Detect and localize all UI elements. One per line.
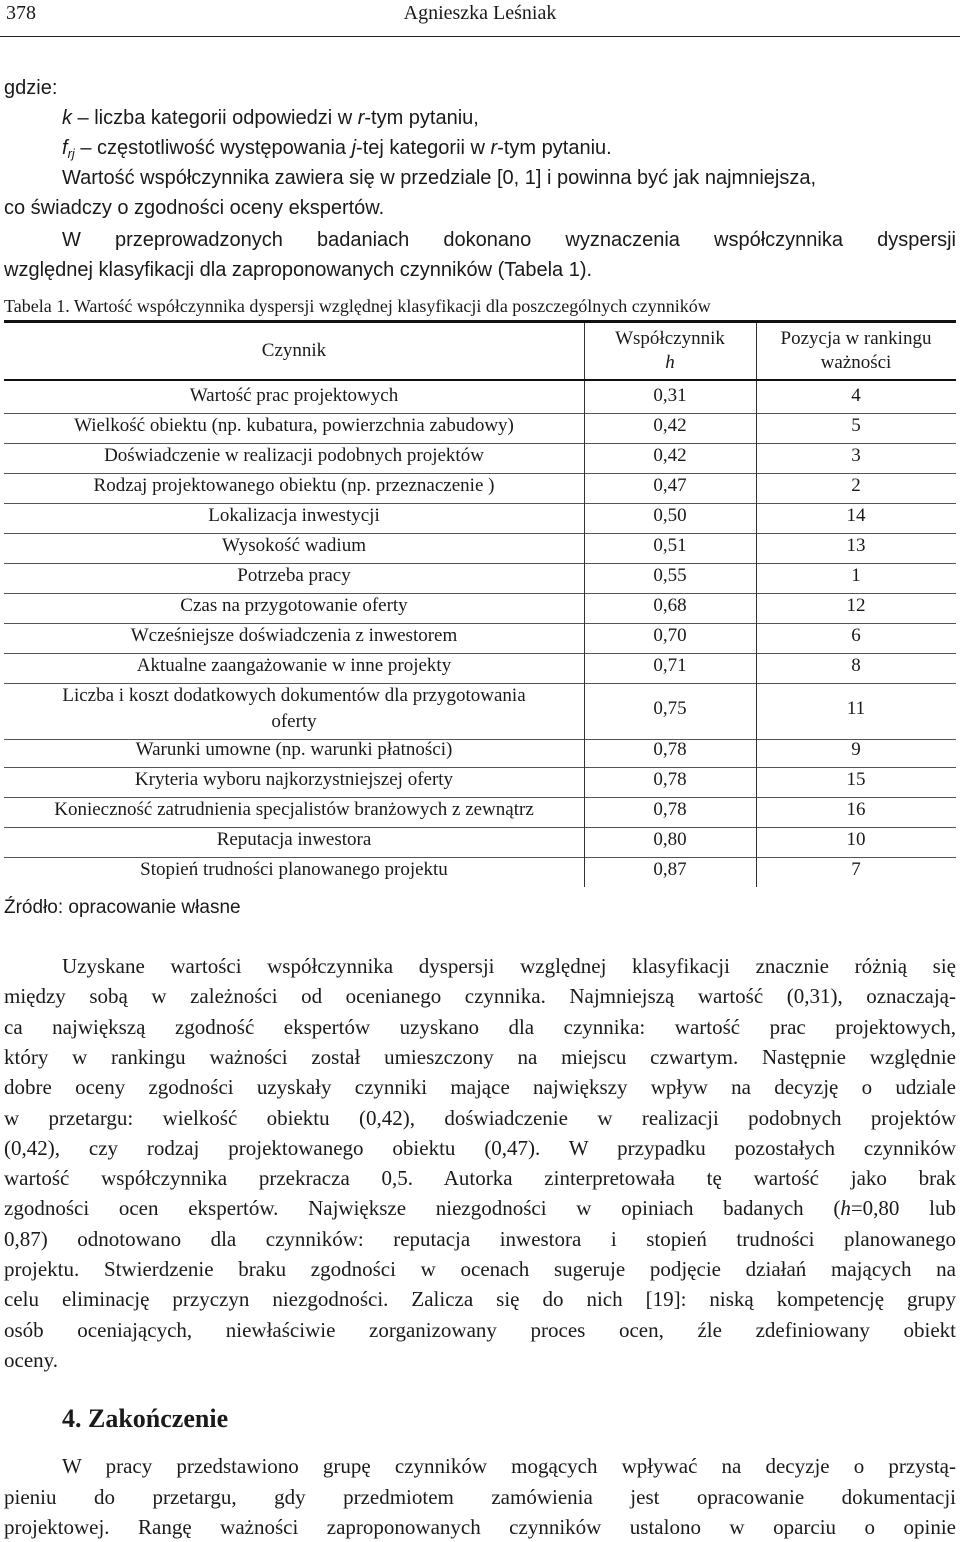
cell-rank: 9 [851,739,861,760]
data-table [4,320,956,880]
cell-factor: Potrzeba pracy [237,565,351,586]
definition-f-text-end: -tym pytaniu. [497,137,612,159]
cell-coefficient: 0,51 [653,535,687,556]
paragraph-3-line: między sobą w zależności od ocenianego czynnika. Najmniejszą wartość (0,31), oznaczają- [4,984,956,1008]
paragraph-3-line: który w rankingu ważności został umieszczony na miejscu czwartym. Następnie względnie [4,1045,956,1069]
cell-rank: 4 [851,385,861,406]
row-separator [4,623,956,624]
cell-coefficient: 0,78 [653,739,687,760]
cell-factor: Stopień trudności planowanego projektu [140,859,448,880]
row-separator [4,683,956,684]
cell-factor: Kryteria wyboru najkorzystniejszej oferty [134,769,454,790]
cell-coefficient: 0,42 [653,415,687,436]
paragraph-3-line-text-end: =0,80 lub [850,1196,956,1220]
table-caption: Tabela 1. Wartość współczynnika dyspersji względnej klasyfikacji dla poszczególnych czynników [4,296,711,316]
column-header-factor: Czynnik [261,340,327,361]
definition-f [62,136,612,166]
column-header-rank-line-2: ważności [820,352,892,373]
cell-rank: 6 [851,625,861,646]
paragraph-4-line: W pracy przedstawiono grupę czynników mogących wpływać na decyzje o przystą- [62,1454,956,1478]
paragraph-3-line: 0,87) odnotowano dla czynników: reputacja inwestora i stopień trudności planowanego [4,1227,956,1251]
definition-k-text: – liczba kategorii odpowiedzi w [72,107,358,129]
definition-k [62,106,479,130]
cell-coefficient: 0,80 [653,829,687,850]
row-separator [4,593,956,594]
symbol-f: f [62,137,68,159]
paragraph-3-line: Uzyskane wartości współczynnika dyspersji względnej klasyfikacji znacznie różnią się [62,954,956,978]
paragraph-4-line: pieniu do przetargu, gdy przedmiotem zamówienia jest opracowanie dokumentacji [4,1485,956,1509]
cell-coefficient: 0,68 [653,595,687,616]
cell-factor: Warunki umowne (np. warunki płatności) [135,739,453,760]
cell-rank: 12 [846,595,866,616]
paragraph-3-line: oceny. [4,1348,59,1372]
row-separator [4,563,956,564]
cell-factor: Rodzaj projektowanego obiektu (np. przeznaczenie ) [93,475,495,496]
cell-factor: Wielkość obiektu (np. kubatura, powierzchnia zabudowy) [74,415,514,436]
cell-factor: Konieczność zatrudnienia specjalistów branżowych z zewnątrz [54,799,534,820]
gdzie-label: gdzie: [4,77,58,99]
paragraph-3-line: ca największą zgodność ekspertów uzyskano dla czynnika: wartość prac projektowych, [4,1015,956,1039]
row-separator [4,857,956,858]
cell-factor: Liczba i koszt dodatkowych dokumentów dla przygotowania [62,685,526,706]
cell-rank: 1 [851,565,861,586]
definition-f-text: – częstotliwość występowania [74,137,352,159]
running-head-author: Agnieszka Leśniak [403,2,557,24]
row-separator [4,767,956,768]
row-separator [4,443,956,444]
cell-rank: 3 [851,445,861,466]
column-header-coefficient-label: Współczynnik [615,328,725,349]
row-separator [4,503,956,504]
page-number: 378 [6,2,36,24]
cell-factor: Wcześniejsze doświadczenia z inwestorem [130,625,458,646]
paragraph-1-line-1: Wartość współczynnika zawiera się w przedziale [0, 1] i powinna być jak najmniejsza, [62,167,817,189]
paragraph-3-line: osób oceniających, niewłaściwie zorganizowany proces ocen, źle zdefiniowany obiekt [4,1318,956,1342]
header-divider-1 [584,323,585,379]
column-header-rank [756,327,956,375]
header-rule [4,379,956,381]
cell-rank: 2 [851,475,861,496]
page-header [0,0,960,37]
paragraph-3-line: w przetargu: wielkość obiektu (0,42), doświadczenie w realizacji podobnych projektów [4,1106,956,1130]
column-header-coefficient-symbol: h [665,352,675,373]
paragraph-2-line-1: W przeprowadzonych badaniach dokonano wyznaczenia współczynnika dyspersji [62,229,956,251]
cell-rank: 8 [851,655,861,676]
cell-rank: 14 [846,505,866,526]
paragraph-3-line: (0,42), czy rodzaj projektowanego obiektu (0,47). W przypadku pozostałych czynników [4,1136,956,1160]
cell-coefficient: 0,50 [653,505,687,526]
cell-coefficient: 0,47 [653,475,687,496]
paragraph-3-line: celu eliminację przyczyn niezgodności. Zalicza się do nich [19]: niską kompetencję grupy [4,1287,956,1311]
column-header-coefficient [584,327,756,375]
row-separator [4,827,956,828]
cell-rank: 16 [846,799,866,820]
paragraph-3-line: wartość współczynnika przekracza 0,5. Autorka zinterpretowała tę wartość jako brak [4,1166,956,1190]
paragraph-3-line-text: zgodności ocen ekspertów. Największe niezgodności w opiniach badanych ( [4,1196,841,1220]
paragraph-3-line: projektu. Stwierdzenie braku zgodności w ocenach sugeruje podjęcie działań mających na [4,1257,956,1281]
paragraph-4-line: projektowej. Rangę ważności zaproponowanych czynników ustalono w oparciu o opinie [4,1515,956,1539]
cell-rank: 10 [846,829,866,850]
cell-factor: Wartość prac projektowych [189,385,399,406]
cell-rank: 5 [851,415,861,436]
cell-rank: 15 [846,769,866,790]
row-separator [4,413,956,414]
symbol-r: r [357,107,365,129]
cell-coefficient: 0,70 [653,625,687,646]
symbol-h: h [840,1196,851,1220]
cell-factor: Doświadczenie w realizacji podobnych projektów [104,445,484,466]
cell-coefficient: 0,78 [653,799,687,820]
cell-coefficient: 0,31 [653,385,687,406]
cell-factor: Czas na przygotowanie oferty [180,595,408,616]
row-separator [4,473,956,474]
cell-coefficient: 0,75 [653,698,687,719]
cell-coefficient: 0,87 [653,859,687,880]
row-separator [4,653,956,654]
row-separator [4,797,956,798]
symbol-j: j [351,137,357,159]
symbol-f-subscript: rj [67,146,75,161]
definition-f-text-mid: -tej kategorii w [356,137,491,159]
cell-factor: Lokalizacja inwestycji [208,505,380,526]
cell-factor: Wysokość wadium [222,535,366,556]
body-divider-2 [756,381,757,887]
cell-factor: Aktualne zaangażowanie w inne projekty [136,655,452,676]
cell-factor: Reputacja inwestora [216,829,372,850]
cell-coefficient: 0,42 [653,445,687,466]
cell-rank: 11 [846,698,866,719]
column-header-rank-line-1: Pozycja w rankingu [780,328,932,349]
paragraph-2-line-2: względnej klasyfikacji dla zaproponowanych czynników (Tabela 1). [4,259,593,281]
cell-coefficient: 0,78 [653,769,687,790]
cell-coefficient: 0,55 [653,565,687,586]
cell-rank: 13 [846,535,866,556]
table-source: Źródło: opracowanie własne [4,897,241,918]
body-divider-1 [584,381,585,887]
paragraph-3-line: dobre oceny zgodności uzyskały czynniki mające największy wpływ na decyzję o udziale [4,1075,956,1099]
paragraph-1-line-2: co świadczy o zgodności oceny ekspertów. [4,197,385,219]
header-divider-2 [756,323,757,379]
cell-rank: 7 [851,859,861,880]
row-separator [4,533,956,534]
paragraph-3-line [4,1196,956,1220]
cell-coefficient: 0,71 [653,655,687,676]
definition-k-text-end: -tym pytaniu, [364,107,479,129]
cell-factor-line-2: oferty [271,711,317,732]
symbol-r-2: r [490,137,498,159]
section-heading: 4. Zakończenie [62,1404,229,1433]
symbol-k: k [62,107,72,129]
